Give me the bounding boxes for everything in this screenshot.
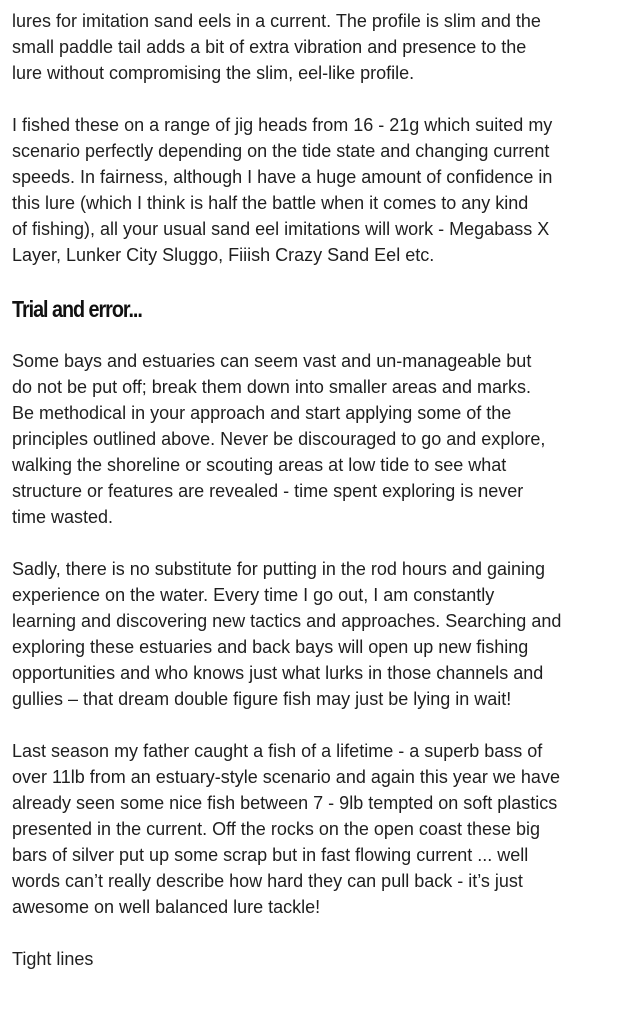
article-paragraph: lures for imitation sand eels in a current. The profile is slim and the small paddle tail adds a bit of extra vibration and presence to the lure without compromising the slim, eel-like profile. [12,11,541,83]
article-body [12,8,630,972]
article-signoff: Tight lines [12,949,94,969]
article-paragraph: Some bays and estuaries can seem vast and un-manageable but do not be put off; break them down into smaller areas and marks. Be methodical in your approach and start applying some of the principles outlined above. Never be discouraged to go and explore, walking the shoreline or scouting areas at low tide to see what structure or features are revealed - time spent exploring is never time wasted. [12,351,546,527]
article-paragraph: I fished these on a range of jig heads from 16 - 21g which suited my scenario perfectly depending on the tide state and changing current speeds. In fairness, although I have a huge amount of confidence in this lure (which I think is half the battle when it comes to any kind of fishing), all your usual sand eel imitations will work - Megabass X Layer, Lunker City Sluggo, Fiiish Crazy Sand Eel etc. [12,115,553,265]
article-paragraph: Last season my father caught a fish of a lifetime - a superb bass of over 11lb from an estuary-style scenario and again this year we have already seen some nice fish between 7 - 9lb tempted on soft plastics presented in the current. Off the rocks on the open coast these big bars of silver put up some scrap but in fast flowing current ... well words can’t really describe how hard they can pull back - it’s just awesome on well balanced lure tackle! [12,741,560,917]
article-paragraph: Sadly, there is no substitute for putting in the rod hours and gaining experience on the water. Every time I go out, I am constantly learning and discovering new tactics and approaches. Searching and exploring these estuaries and back bays will open up new fishing opportunities and who knows just what lurks in those channels and gullies – that dream double figure fish may just be lying in wait! [12,559,562,709]
section-heading: Trial and error... [12,296,142,322]
